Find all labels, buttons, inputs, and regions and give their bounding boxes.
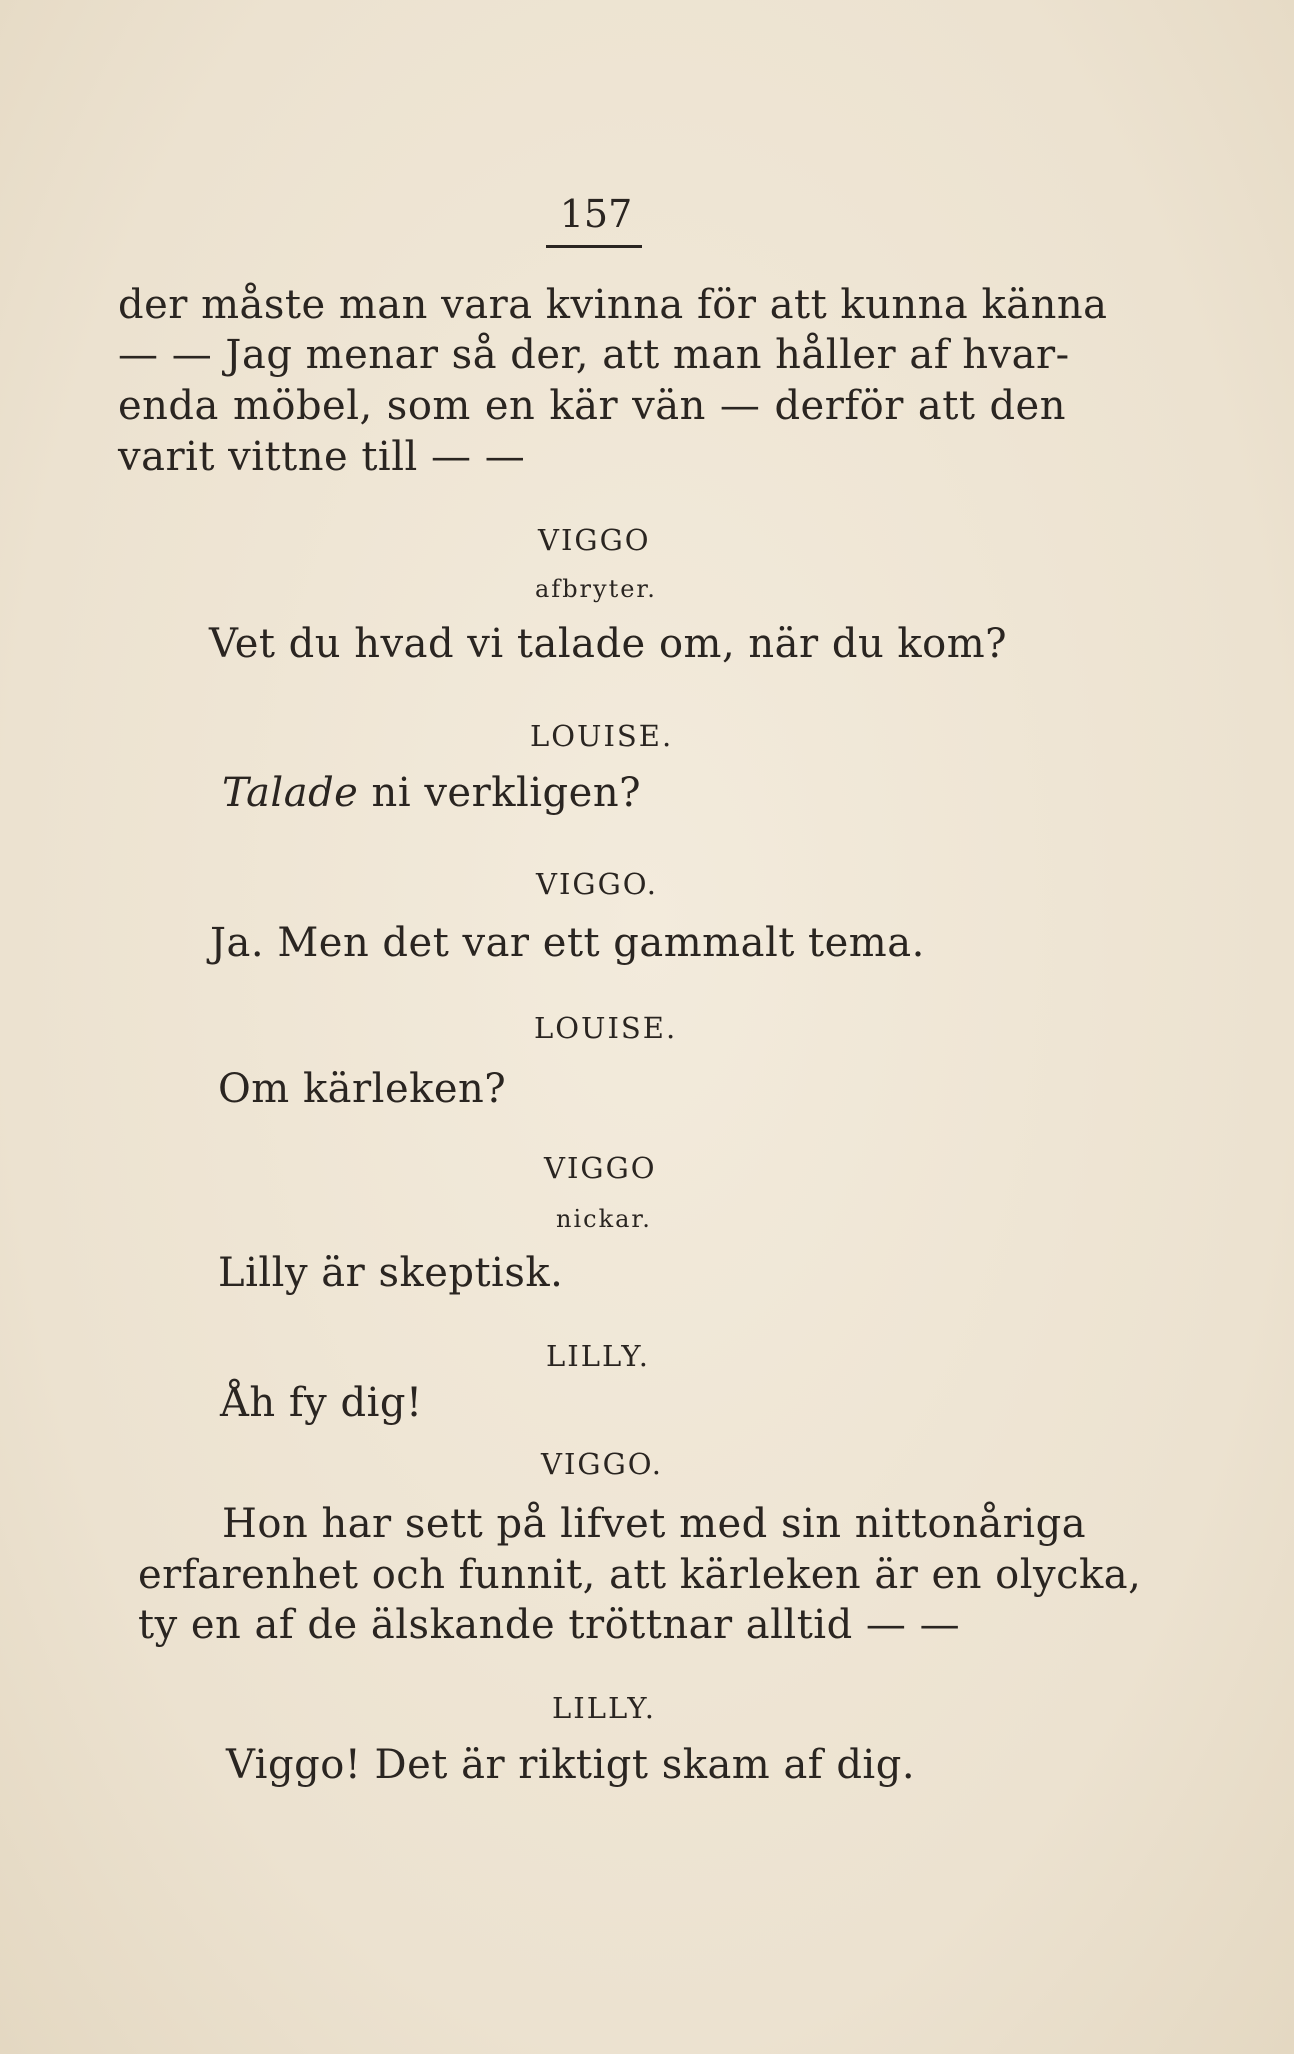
dialogue-line: erfarenhet och funnit, att kärleken är en olycka,	[138, 1552, 1142, 1598]
dialogue-line: Om kärleken?	[218, 1066, 507, 1112]
speaker-name: LILLY.	[552, 1691, 656, 1725]
dialogue-line: ty en af de älskande tröttnar alltid — —	[138, 1602, 961, 1648]
dialogue-line: Vet du hvad vi talade om, när du kom?	[209, 621, 1008, 667]
speaker-name: LILLY.	[546, 1339, 650, 1373]
speaker-name: VIGGO	[538, 523, 651, 557]
dialogue-line: Lilly är skeptisk.	[218, 1250, 564, 1296]
dialogue-line	[222, 768, 641, 818]
page-number: 157	[559, 192, 633, 236]
stage-direction: afbryter.	[535, 575, 657, 603]
speaker-name: LOUISE.	[530, 719, 674, 753]
speaker-name: LOUISE.	[534, 1011, 678, 1045]
stage-direction: nickar.	[556, 1205, 652, 1233]
dialogue-line: Hon har sett på lifvet med sin nittonåriga	[222, 1501, 1087, 1547]
speaker-name: VIGGO.	[541, 1447, 664, 1481]
text-line: der måste man vara kvinna för att kunna känna	[118, 282, 1108, 328]
text-line: — — Jag menar så der, att man håller af hvar-	[118, 332, 1070, 378]
dialogue-text: ni verkligen?	[358, 770, 642, 816]
page-number-rule	[546, 245, 642, 248]
dialogue-line: Åh fy dig!	[220, 1380, 423, 1426]
text-line: varit vittne till — —	[118, 434, 526, 480]
dialogue-line: Ja. Men det var ett gammalt tema.	[210, 920, 925, 966]
speaker-name: VIGGO.	[536, 867, 659, 901]
dialogue-line: Viggo! Det är riktigt skam af dig.	[226, 1742, 916, 1788]
speaker-name: VIGGO	[544, 1151, 657, 1185]
text-line: enda möbel, som en kär vän — derför att den	[118, 383, 1066, 429]
emphasized-word: Talade	[222, 770, 359, 816]
